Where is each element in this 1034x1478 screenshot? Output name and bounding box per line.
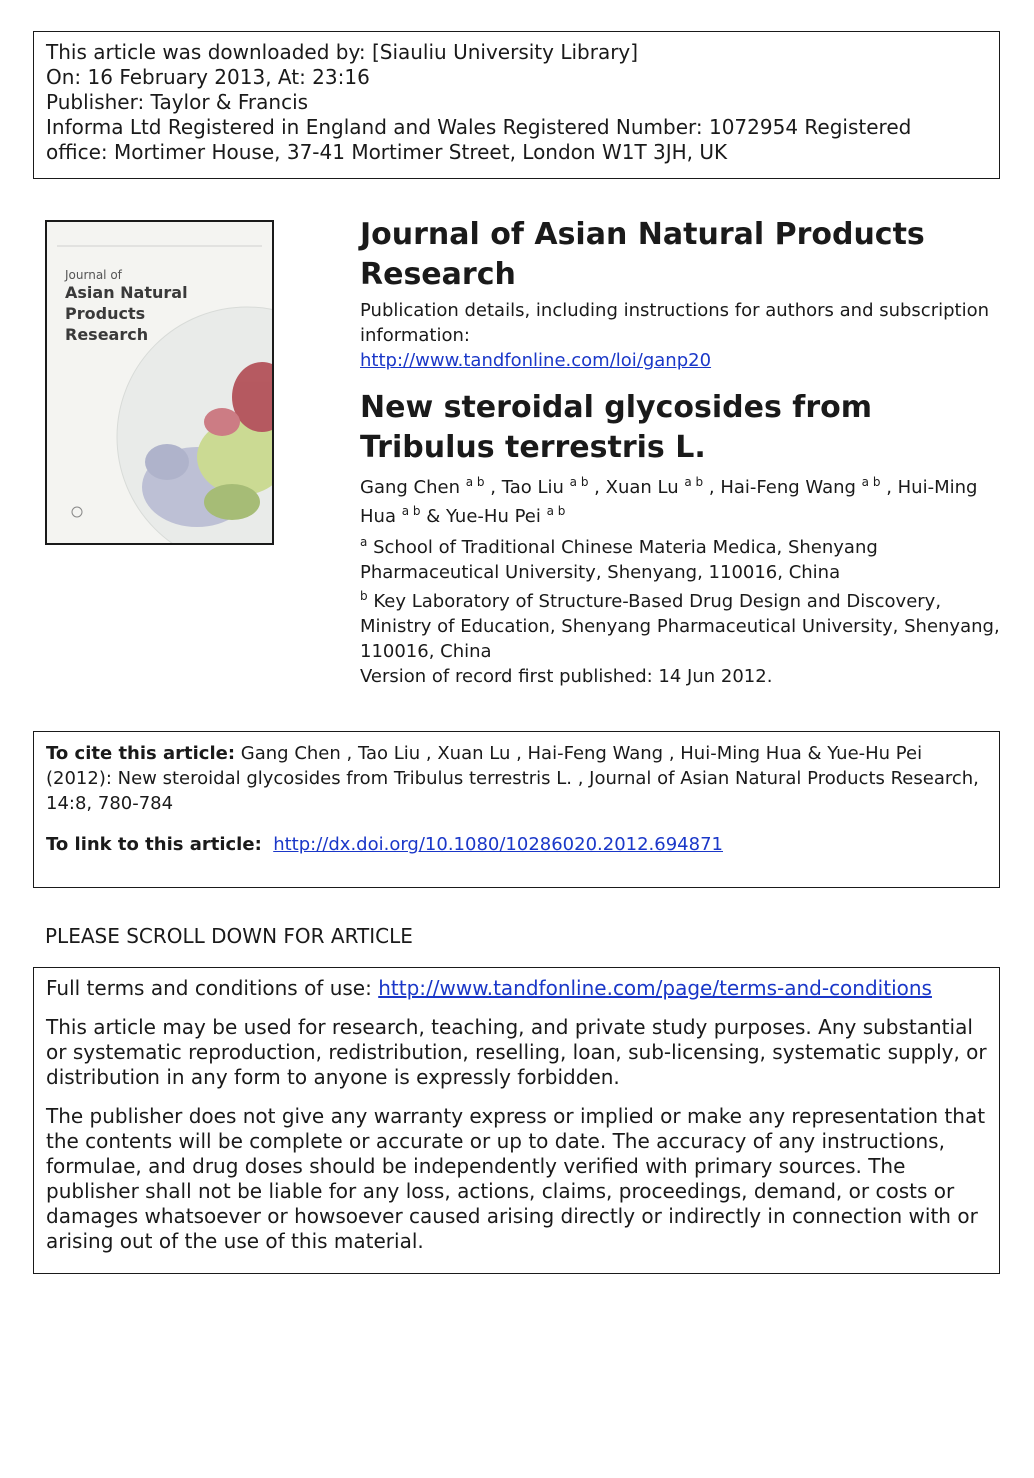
author-affiliation-mark: a b [546, 504, 566, 518]
cover-title-line: Journal of [65, 268, 122, 282]
terms-line [46, 976, 987, 1001]
citation-text: Gang Chen , Tao Liu , Xuan Lu , Hai-Feng Wang , Hui-Ming Hua & Yue-Hu Pei (2012): New steroidal glycosides from Tribulus terrestris L. , Journal of Asian Natural Products Research, 14:8, 780-784 [46, 743, 979, 814]
author-name: Yue-Hu Pei [446, 506, 541, 527]
publication-details-text: Publication details, including instructions for authors and subscription information: [360, 300, 990, 346]
publication-details [360, 298, 1000, 373]
cover-title [65, 268, 225, 345]
article-header [360, 215, 1000, 689]
cover-header-strip [57, 232, 262, 242]
author-separator: , [484, 477, 502, 498]
scroll-down-note: PLEASE SCROLL DOWN FOR ARTICLE [45, 924, 413, 948]
author-separator: , [588, 477, 606, 498]
author-affiliation-mark: a b [684, 475, 704, 489]
terms-label: Full terms and conditions of use: [46, 976, 372, 1000]
download-notice-box [33, 31, 1000, 179]
cite-label: To cite this article: [46, 743, 236, 764]
cover-title-line: Asian Natural [65, 283, 188, 302]
registration-line: Informa Ltd Registered in England and Wales Registered Number: 1072954 Registered [46, 115, 912, 139]
publisher-line: Publisher: Taylor & Francis [46, 90, 309, 114]
affiliation-mark: a [360, 535, 368, 549]
affiliation-mark: b [360, 589, 368, 603]
author-affiliation-mark: a b [861, 475, 881, 489]
terms-paragraph-usage: This article may be used for research, teaching, and private study purposes. Any substantial or systematic reproduction, redistribution, reselling, loan, sub-licensing, systematic supply, or distribution in any form to anyone is expressly forbidden. [46, 1015, 987, 1089]
terms-box [33, 967, 1000, 1274]
author-name: Tao Liu [501, 477, 564, 498]
version-of-record: Version of record first published: 14 Jun 2012. [360, 666, 773, 687]
download-date-line: On: 16 February 2013, At: 23:16 [46, 65, 370, 89]
link-label: To link to this article: [46, 834, 262, 855]
doi-link[interactable]: http://dx.doi.org/10.1080/10286020.2012.694871 [273, 834, 723, 855]
office-line: office: Mortimer House, 37-41 Mortimer Street, London W1T 3JH, UK [46, 140, 728, 164]
download-line: This article was downloaded by: [Siauliu University Library] [46, 40, 639, 64]
author-affiliation-mark: a b [465, 475, 485, 489]
article-link-line [46, 832, 987, 857]
terms-paragraph-warranty: The publisher does not give any warranty express or implied or make any representation that the contents will be complete or accurate or up to date. The accuracy of any instructions, formulae, and drug doses should be independently verified with primary sources. The publisher shall not be liable for any loss, actions, claims, proceedings, demand, or costs or damages whatsoever or howsoever caused arising directly or indirectly in connection with or arising out of the use of this material. [46, 1104, 986, 1253]
affiliation-a [360, 535, 1000, 585]
journal-title: Journal of Asian Natural Products Research [360, 217, 925, 292]
citation-box [33, 731, 1000, 888]
author-separator: , [703, 477, 721, 498]
citation [46, 741, 987, 816]
author-name: Hui-Ming Hua [360, 477, 978, 527]
cover-title-line: Research [65, 325, 149, 344]
article-title: New steroidal glycosides from Tribulus terrestris L. [360, 390, 872, 465]
terms-link[interactable]: http://www.tandfonline.com/page/terms-and-conditions [378, 976, 932, 1000]
author-affiliation-mark: a b [569, 475, 589, 489]
affiliation-text: Key Laboratory of Structure-Based Drug Design and Discovery, Ministry of Education, Shenyang Pharmaceutical University, Shenyang, 110016, China [360, 591, 1000, 662]
author-separator: , [880, 477, 898, 498]
author-affiliation-mark: a b [401, 504, 421, 518]
author-name: Gang Chen [360, 477, 460, 498]
journal-cover-image [45, 220, 274, 545]
affiliation-text: School of Traditional Chinese Materia Medica, Shenyang Pharmaceutical University, Shenyang, 110016, China [360, 537, 878, 583]
affiliation-b [360, 589, 1000, 664]
author-name: Hai-Feng Wang [720, 477, 856, 498]
author-name: Xuan Lu [605, 477, 679, 498]
author-separator: & [420, 506, 446, 527]
cover-title-line: Products [65, 304, 146, 323]
journal-url-link[interactable]: http://www.tandfonline.com/loi/ganp20 [360, 350, 712, 371]
author-list [360, 473, 1000, 531]
